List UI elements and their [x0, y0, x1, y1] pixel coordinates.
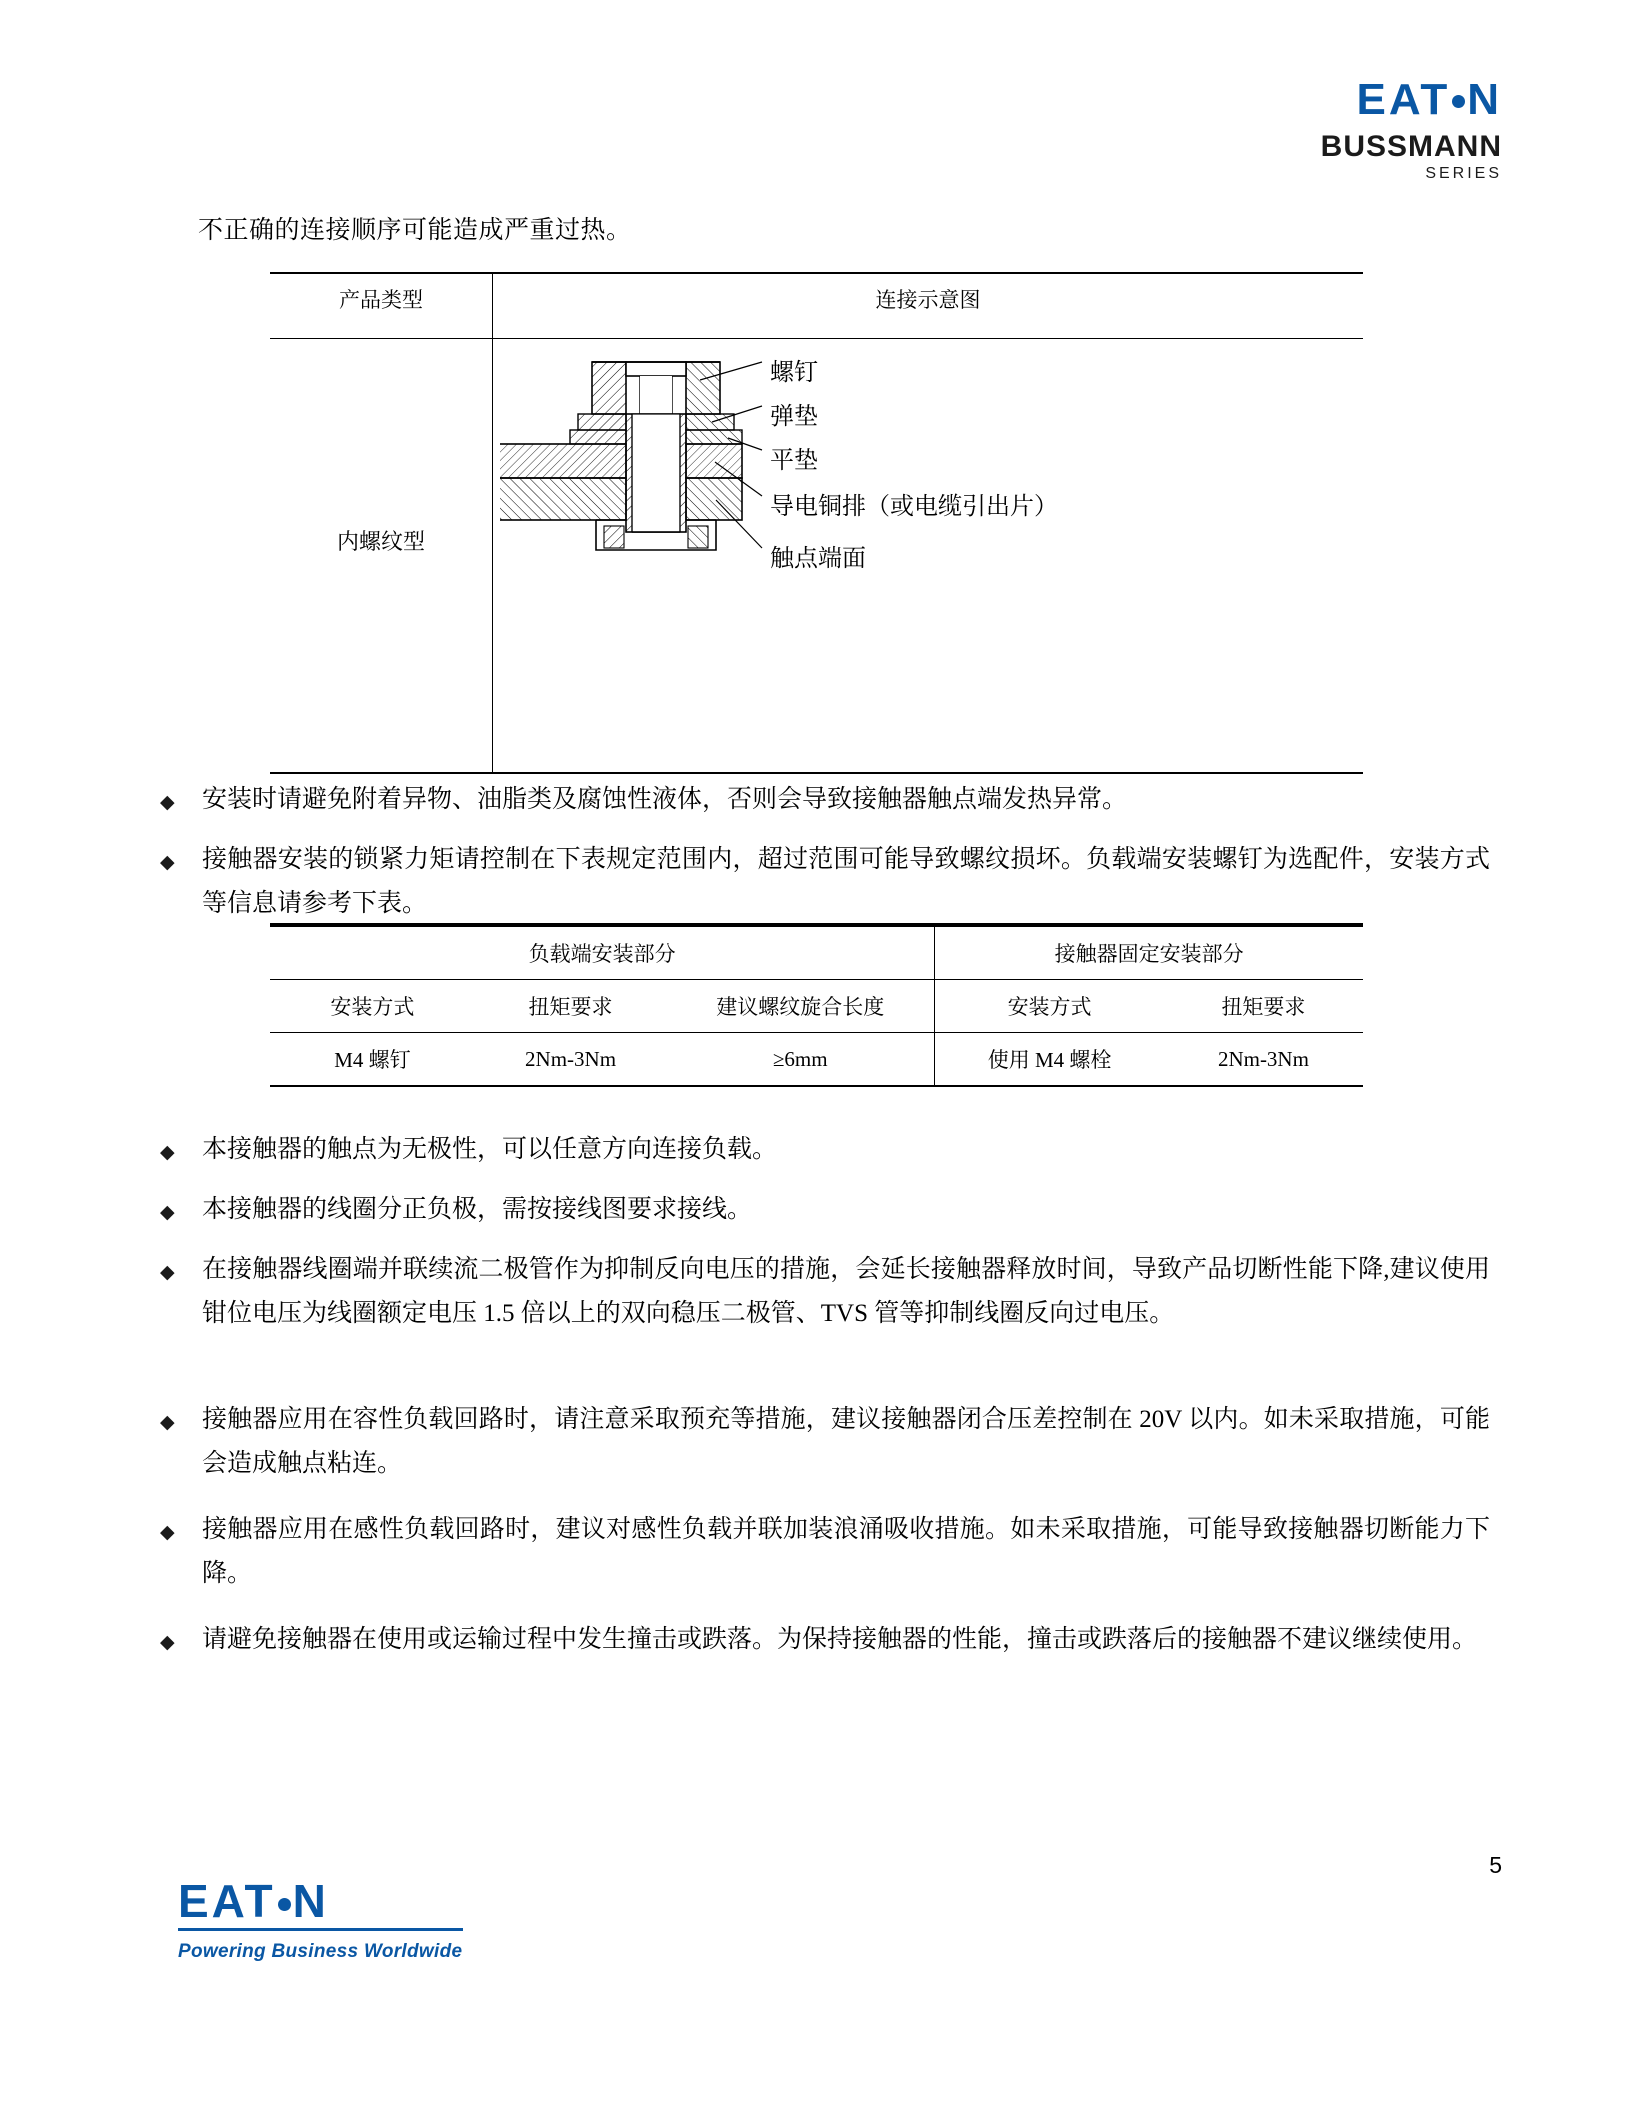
- table1-header-connection-diagram: 连接示意图: [875, 288, 981, 312]
- bullet-item-7: [160, 1508, 1490, 1596]
- eaton-bussmann-logo: [1320, 75, 1502, 182]
- series-wordmark: SERIES: [1425, 164, 1502, 182]
- bullet-text-6: 接触器应用在容性负载回路时，请注意采取预充等措施，建议接触器闭合压差控制在 20V 以内。如未采取措施，可能会造成触点粘连。: [202, 1406, 1490, 1477]
- bullet-text-4: 本接触器的线圈分正负极，需按接线图要求接线。: [202, 1196, 753, 1223]
- eaton-wordmark-footer: EAT N: [178, 1875, 329, 1927]
- bullet-marker-icon: ◆: [160, 1522, 175, 1543]
- table1-header-rule: [270, 338, 1363, 339]
- bullet-item-3: [160, 1128, 1480, 1172]
- table2-cell-r0c2: ≥6mm: [666, 1033, 934, 1087]
- table2-cell-r0c4: 2Nm-3Nm: [1164, 1033, 1363, 1087]
- table2-group-header-row: [270, 926, 1363, 980]
- bullet-text-3: 本接触器的触点为无极性，可以任意方向连接负载。: [202, 1136, 778, 1163]
- table1-bottom-rule: [270, 772, 1363, 774]
- table2-col-mounting-method-1: 安装方式: [270, 980, 475, 1033]
- table2-column-header-row: [270, 980, 1363, 1033]
- table2-col-torque-2: 扭矩要求: [1164, 980, 1363, 1033]
- table1-column-divider: [492, 272, 493, 774]
- table2-col-torque-1: 扭矩要求: [475, 980, 666, 1033]
- bullet-text-7: 接触器应用在感性负载回路时，建议对感性负载并联加装浪涌吸收措施。如未采取措施，可能导致接触器切断能力下降。: [202, 1516, 1490, 1587]
- bolt-cross-section-drawing: [500, 350, 1360, 565]
- eaton-logo-dot: [1452, 95, 1465, 108]
- bullet-item-6: [160, 1398, 1490, 1486]
- table2-group-header-load-end: 负载端安装部分: [270, 926, 935, 980]
- callout-screw: 螺钉: [770, 360, 818, 386]
- table2-cell-r0c1: 2Nm-3Nm: [475, 1033, 666, 1087]
- connection-diagram-figure: [500, 350, 1360, 565]
- table1-top-rule: [270, 272, 1363, 274]
- bullet-text-8: 请避免接触器在使用或运输过程中发生撞击或跌落。为保持接触器的性能，撞击或跌落后的接触器不建议继续使用。: [202, 1626, 1478, 1653]
- bullet-item-2: [160, 838, 1490, 926]
- bullet-text-2: 接触器安装的锁紧力矩请控制在下表规定范围内，超过范围可能导致螺纹损坏。负载端安装螺钉为选配件，安装方式等信息请参考下表。: [202, 846, 1490, 917]
- bullet-marker-icon: ◆: [160, 1262, 175, 1283]
- callout-contact-face: 触点端面: [770, 546, 866, 572]
- bullet-marker-icon: ◆: [160, 852, 175, 873]
- table1-header-product-type: 产品类型: [339, 288, 423, 312]
- table2-cell-r0c0: M4 螺钉: [270, 1033, 475, 1087]
- eaton-footer-logo: [178, 1875, 463, 1963]
- callout-spring-washer: 弹垫: [770, 404, 818, 430]
- bullet-marker-icon: ◆: [160, 1412, 175, 1433]
- table2-col-mounting-method-2: 安装方式: [935, 980, 1164, 1033]
- bullet-text-1: 安装时请避免附着异物、油脂类及腐蚀性液体，否则会导致接触器触点端发热异常。: [202, 786, 1128, 813]
- bullet-item-4: [160, 1188, 1480, 1232]
- bullet-item-8: [160, 1618, 1490, 1662]
- bussmann-wordmark: BUSSMANN: [1320, 130, 1502, 163]
- callout-busbar: 导电铜排（或电缆引出片）: [770, 494, 1058, 520]
- intro-paragraph: 不正确的连接顺序可能造成严重过热。: [198, 217, 632, 244]
- table2-group-header-fixing: 接触器固定安装部分: [935, 926, 1363, 980]
- mounting-torque-table: [270, 925, 1363, 1087]
- table-row: [270, 1033, 1363, 1087]
- page-number: 5: [1489, 1852, 1502, 1878]
- eaton-wordmark: EAT N: [1356, 75, 1502, 124]
- bullet-marker-icon: ◆: [160, 792, 175, 813]
- bullet-marker-icon: ◆: [160, 1202, 175, 1223]
- bullet-item-1: [160, 778, 1480, 822]
- bullet-item-5: [160, 1248, 1490, 1336]
- table1-row-label-internal-thread: 内螺纹型: [336, 529, 425, 554]
- bullet-text-5: 在接触器线圈端并联续流二极管作为抑制反向电压的措施，会延长接触器释放时间，导致产品切断性能下降,建议使用钳位电压为线圈额定电压 1.5 倍以上的双向稳压二极管、TVS 管等抑制线圈反向过电压。: [202, 1256, 1490, 1327]
- eaton-tagline: Powering Business Worldwide: [178, 1941, 463, 1962]
- table2-col-thread-length: 建议螺纹旋合长度: [666, 980, 934, 1033]
- bullet-marker-icon: ◆: [160, 1632, 175, 1653]
- eaton-logo-dot: [278, 1898, 291, 1911]
- bullet-marker-icon: ◆: [160, 1142, 175, 1163]
- callout-flat-washer: 平垫: [770, 448, 818, 474]
- logo-divider: [178, 1928, 463, 1931]
- table2-cell-r0c3: 使用 M4 螺栓: [935, 1033, 1164, 1087]
